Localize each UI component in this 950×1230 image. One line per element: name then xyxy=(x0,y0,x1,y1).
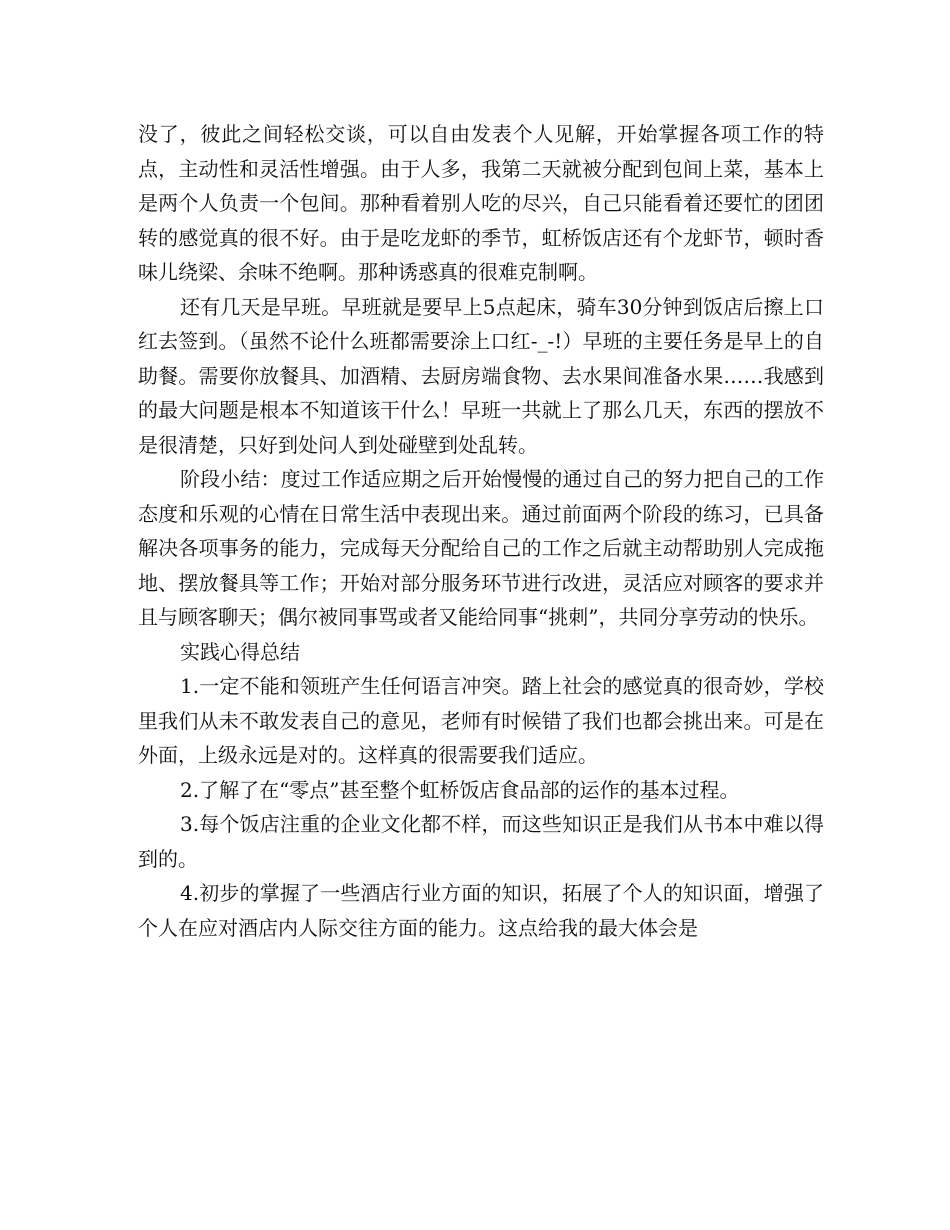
paragraph-stage-summary: 阶段小结：度过工作适应期之后开始慢慢的通过自己的努力把自己的工作态度和乐观的心情在日常生活中表现出来。通过前面两个阶段的练习，已具备解决各项事务的能力，完成每天分配给自己的工作之后就主动帮助别人完成拖地、摆放餐具等工作；开始对部分服务环节进行改进，灵活应对顾客的要求并且与顾客聊天；偶尔被同事骂或者又能给同事“挑刺”，共同分享劳动的快乐。 xyxy=(138,467,824,629)
paragraph-continuation: 没了，彼此之间轻松交谈，可以自由发表个人见解，开始掌握各项工作的特点，主动性和灵活性增强。由于人多，我第二天就被分配到包间上菜，基本上是两个人负责一个包间。那种看着别人吃的尽兴，自己只能看着还要忙的团团转的感觉真的很不好。由于是吃龙虾的季节，虹桥饭店还有个龙虾节，顿时香味儿绕梁、余味不绝啊。那种诱惑真的很难克制啊。 xyxy=(138,122,824,284)
list-item-4: 4.初步的掌握了一些酒店行业方面的知识，拓展了个人的知识面，增强了个人在应对酒店内人际交往方面的能力。这点给我的最大体会是 xyxy=(138,881,824,940)
list-item-3: 3.每个饭店注重的企业文化都不样，而这些知识正是我们从书本中难以得到的。 xyxy=(138,812,824,871)
section-heading: 实践心得总结 xyxy=(180,639,300,664)
paragraph-early-shift: 还有几天是早班。早班就是要早上5点起床，骑车30分钟到饭店后擦上口红去签到。（虽然不论什么班都需要涂上口红-_-!）早班的主要任务是早上的自助餐。需要你放餐具、加酒精、去厨房端食物、去水果间准备水果……我感到的最大问题是根本不知道该干什么！早班一共就上了那么几天，东西的摆放不是很清楚，只好到处问人到处碰壁到处乱转。 xyxy=(138,294,824,457)
list-item-2: 2.了解了在“零点”甚至整个虹桥饭店食品部的运作的基本过程。 xyxy=(180,777,740,802)
list-item-1: 1.一定不能和领班产生任何语言冲突。踏上社会的感觉真的很奇妙，学校里我们从未不敢发表自己的意见，老师有时候错了我们也都会挑出来。可是在外面，上级永远是对的。这样真的很需要我们适应。 xyxy=(138,674,824,767)
document-page xyxy=(138,117,824,945)
